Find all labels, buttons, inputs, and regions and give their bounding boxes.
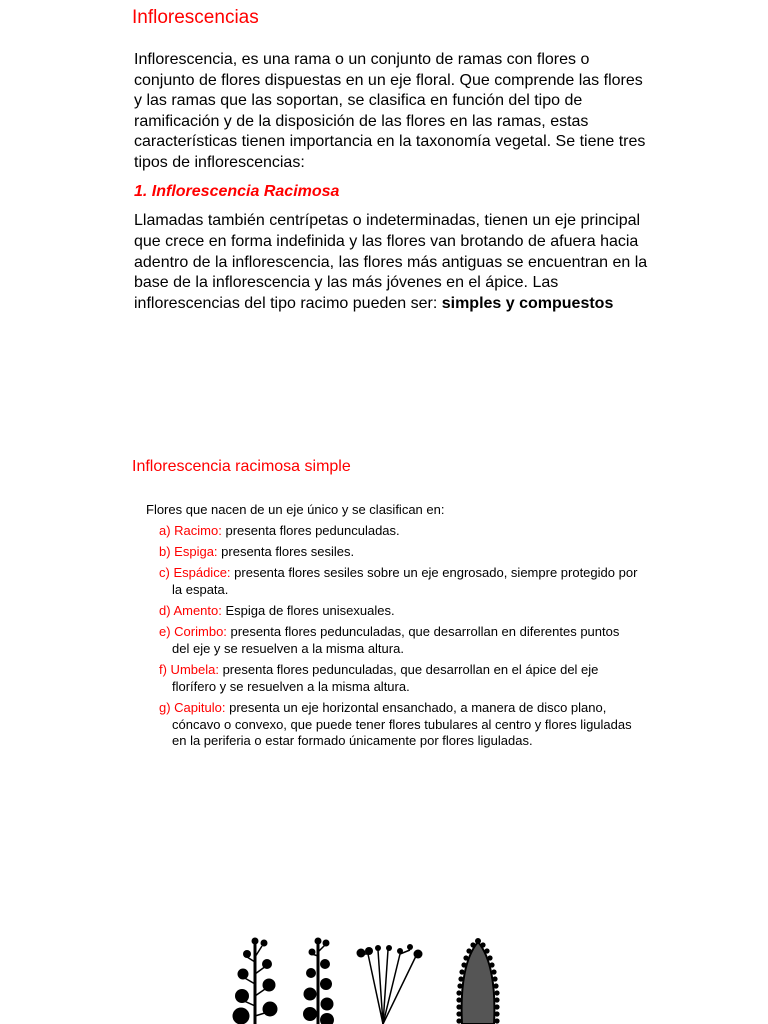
subsection-title: Inflorescencia racimosa simple — [132, 458, 351, 475]
list-item-term: a) Racimo: — [159, 523, 222, 538]
racimosa-paragraph — [134, 211, 654, 315]
list-item-term: e) Corimbo: — [159, 624, 227, 640]
espadice-diagram-icon — [456, 938, 499, 1024]
umbela-diagram-icon — [357, 944, 423, 1024]
list-item — [159, 700, 639, 750]
section-heading: 1. Inflorescencia Racimosa — [134, 183, 340, 200]
list-item — [159, 544, 639, 561]
racimosa-bold-text: simples y compuestos — [441, 295, 614, 313]
list-item-term: c) Espádice: — [159, 565, 231, 581]
list-item-desc: presenta flores sesiles. — [217, 544, 355, 560]
page-title: Inflorescencias — [132, 7, 259, 28]
list-item-desc: Espiga de flores unisexuales. — [221, 603, 395, 619]
list-item — [159, 523, 639, 540]
list-item-desc: presenta flores pedunculadas, que desarrollan en el ápice del eje florífero y se resuelven a la misma altura. — [172, 662, 599, 694]
list-item — [159, 624, 639, 657]
racimosa-text: Llamadas también centrípetas o indeterminadas, tienen un eje principal que crece en forma indefinida y las flores van brotando de afuera hacia adentro de la inflorescencia, las flores más antiguas se encuentran en la base de la inflorescencia y las más jóvenes en el ápice. Las inflorescencias del tipo racimo pueden ser: — [134, 212, 648, 313]
list-item-desc: presenta flores sesiles sobre un eje engrosado, siempre protegido por la espata. — [172, 565, 638, 597]
racimo-diagram-icon — [233, 938, 278, 1024]
list-intro: Flores que nacen de un eje único y se clasifican en: — [146, 502, 445, 517]
list-item-term: f) Umbela: — [159, 662, 219, 678]
list-item — [159, 565, 639, 598]
list-item-desc: presenta flores pedunculadas, que desarrollan en diferentes puntos del eje y se resuelven a la misma altura. — [172, 624, 620, 656]
list-item-desc: presenta un eje horizontal ensanchado, a manera de disco plano, cóncavo o convexo, que puede tener flores tubulares al centro y flores liguladas en la periferia o estar formado únicamente por flores liguladas. — [172, 699, 632, 749]
list-item — [159, 662, 639, 695]
list-item-term: g) Capitulo: — [159, 699, 226, 715]
list-item-term: d) Amento: — [159, 603, 222, 619]
list-item-term: b) Espiga: — [159, 544, 218, 560]
types-list — [159, 523, 639, 754]
list-item — [159, 603, 639, 620]
inflorescence-illustration — [228, 932, 518, 1024]
list-item-desc: presenta flores pedunculadas. — [221, 523, 400, 538]
intro-paragraph: Inflorescencia, es una rama o un conjunto de ramas con flores o conjunto de flores dispuestas en un eje floral. Que comprende las flores y las ramas que las soportan, se clasifica en función del tipo de ramificación y de la disposición de las flores en las ramas, estas características tienen importancia en la taxonomía vegetal. Se tiene tres tipos de inflorescencias: — [134, 51, 646, 171]
espiga-diagram-icon — [303, 938, 334, 1024]
